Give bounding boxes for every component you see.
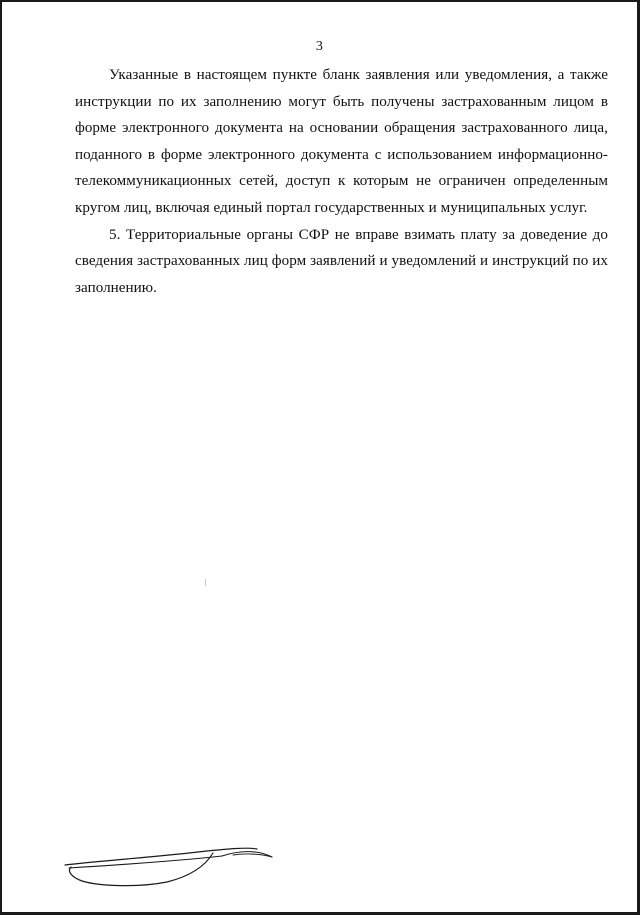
- handwritten-signature: [57, 837, 287, 897]
- document-body: [75, 62, 608, 301]
- page-number: 3: [315, 39, 324, 54]
- scan-artifact: [205, 579, 206, 586]
- paragraph-blank-forms: Указанные в настоящем пункте бланк заявления или уведомления, а также инструкции по их заполнению могут быть получены застрахованным лицом в форме электронного документа на основании обращения застрахованного лица, поданного в форме электронного документа с использованием информационно-телекоммуникационных сетей, доступ к которым не ограничен определенным кругом лиц, включая единый портал государственных и муниципальных услуг.: [75, 67, 608, 216]
- paragraph-item-5-no-fee: 5. Территориальные органы СФР не вправе взимать плату за доведение до сведения застрахованных лиц форм заявлений и уведомлений и инструкций по их заполнению.: [75, 226, 608, 296]
